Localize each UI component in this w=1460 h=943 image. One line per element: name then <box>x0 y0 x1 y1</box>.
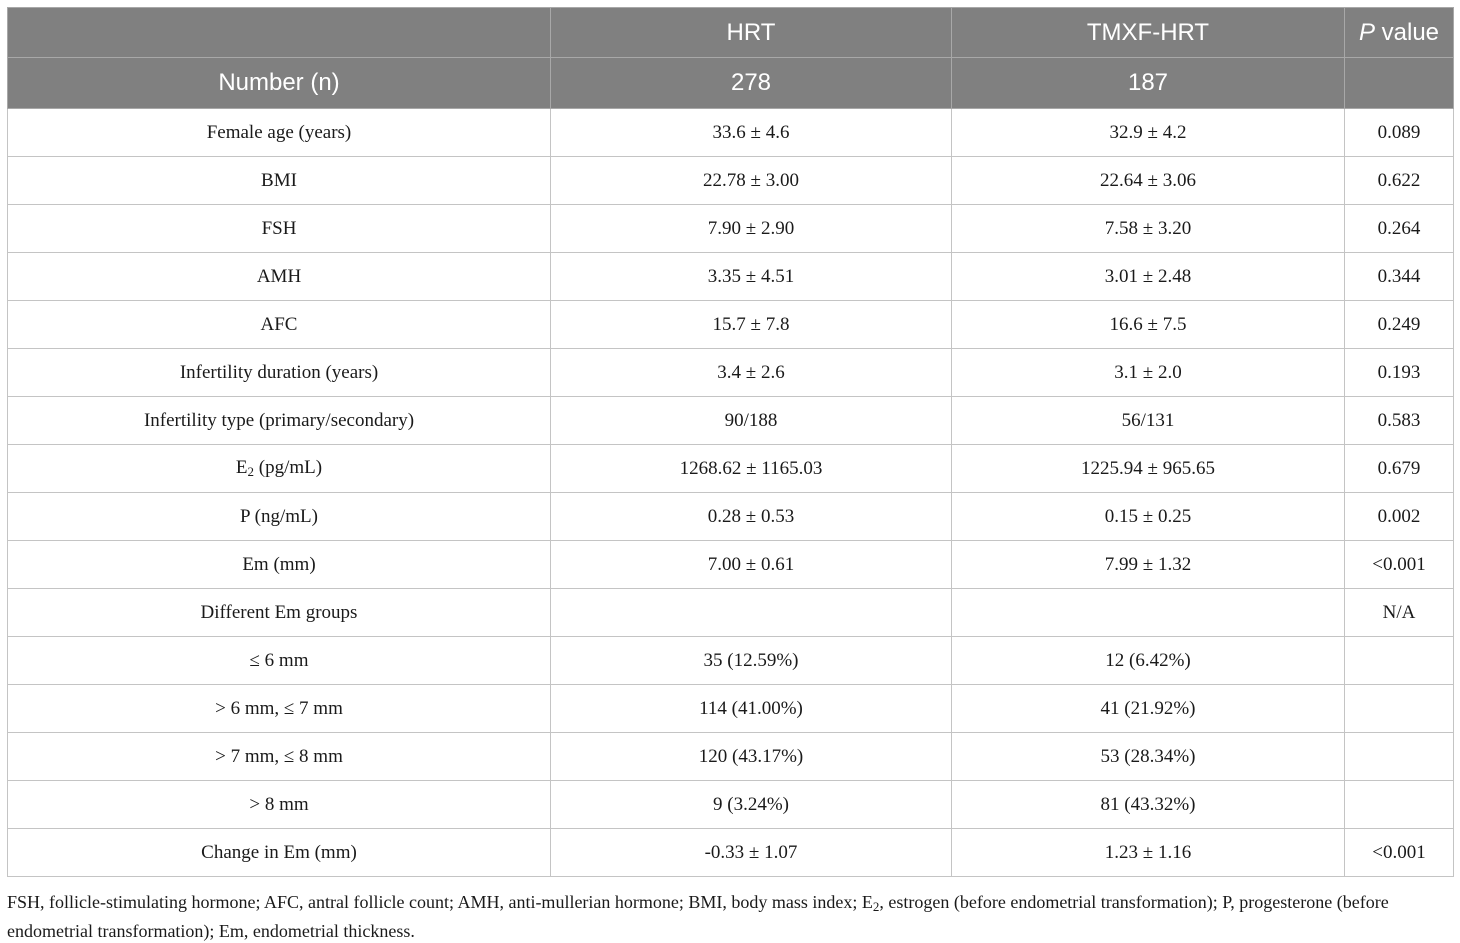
header-number-tmxf: 187 <box>952 58 1345 109</box>
row-label: AMH <box>8 253 551 301</box>
row-label: Em (mm) <box>8 541 551 589</box>
cell-tmxf-hrt: 56/131 <box>952 397 1345 445</box>
header-number-p <box>1345 58 1454 109</box>
table-row <box>8 637 1454 685</box>
cell-tmxf-hrt: 7.99 ± 1.32 <box>952 541 1345 589</box>
cell-hrt: 3.35 ± 4.51 <box>551 253 952 301</box>
cell-p-value: 0.679 <box>1345 445 1454 493</box>
cell-hrt: 7.00 ± 0.61 <box>551 541 952 589</box>
cell-p-value: N/A <box>1345 589 1454 637</box>
table-row <box>8 205 1454 253</box>
row-label <box>8 445 551 493</box>
cell-hrt: 120 (43.17%) <box>551 733 952 781</box>
header-p-rest: value <box>1374 18 1440 46</box>
cell-p-value: 0.622 <box>1345 157 1454 205</box>
cell-hrt <box>551 589 952 637</box>
table-row <box>8 397 1454 445</box>
cell-hrt: 3.4 ± 2.6 <box>551 349 952 397</box>
cell-tmxf-hrt: 22.64 ± 3.06 <box>952 157 1345 205</box>
row-label: Infertility duration (years) <box>8 349 551 397</box>
table-row <box>8 733 1454 781</box>
row-label: Female age (years) <box>8 109 551 157</box>
cell-tmxf-hrt: 12 (6.42%) <box>952 637 1345 685</box>
footnote-part1: FSH, follicle-stimulating hormone; AFC, antral follicle count; AMH, anti-mullerian hormone; BMI, body mass index; E <box>7 892 873 912</box>
footnote-sub: 2 <box>872 899 880 914</box>
cell-hrt: -0.33 ± 1.07 <box>551 829 952 877</box>
table-row <box>8 829 1454 877</box>
cell-p-value <box>1345 685 1454 733</box>
row-label-subscript: 2 <box>247 464 255 479</box>
cell-tmxf-hrt: 7.58 ± 3.20 <box>952 205 1345 253</box>
table-row <box>8 781 1454 829</box>
data-table <box>7 7 1454 877</box>
table-row <box>8 349 1454 397</box>
cell-tmxf-hrt: 1.23 ± 1.16 <box>952 829 1345 877</box>
cell-tmxf-hrt: 41 (21.92%) <box>952 685 1345 733</box>
cell-p-value: 0.344 <box>1345 253 1454 301</box>
row-label: ≤ 6 mm <box>8 637 551 685</box>
header-number-hrt: 278 <box>551 58 952 109</box>
cell-hrt: 90/188 <box>551 397 952 445</box>
row-label: Different Em groups <box>8 589 551 637</box>
cell-p-value: 0.583 <box>1345 397 1454 445</box>
cell-tmxf-hrt: 53 (28.34%) <box>952 733 1345 781</box>
cell-p-value: 0.089 <box>1345 109 1454 157</box>
cell-hrt: 33.6 ± 4.6 <box>551 109 952 157</box>
row-label: FSH <box>8 205 551 253</box>
cell-tmxf-hrt: 1225.94 ± 965.65 <box>952 445 1345 493</box>
row-label: P (ng/mL) <box>8 493 551 541</box>
cell-p-value <box>1345 637 1454 685</box>
cell-hrt: 114 (41.00%) <box>551 685 952 733</box>
table-row <box>8 157 1454 205</box>
cell-tmxf-hrt: 0.15 ± 0.25 <box>952 493 1345 541</box>
cell-p-value: 0.264 <box>1345 205 1454 253</box>
cell-hrt: 15.7 ± 7.8 <box>551 301 952 349</box>
cell-tmxf-hrt: 16.6 ± 7.5 <box>952 301 1345 349</box>
row-label: AFC <box>8 301 551 349</box>
row-label: > 8 mm <box>8 781 551 829</box>
cell-tmxf-hrt <box>952 589 1345 637</box>
table-row <box>8 445 1454 493</box>
cell-tmxf-hrt: 81 (43.32%) <box>952 781 1345 829</box>
row-label: > 6 mm, ≤ 7 mm <box>8 685 551 733</box>
table-row <box>8 109 1454 157</box>
header-row-groups <box>8 8 1454 58</box>
table-row <box>8 301 1454 349</box>
table-row <box>8 685 1454 733</box>
cell-p-value: <0.001 <box>1345 541 1454 589</box>
table-row <box>8 493 1454 541</box>
header-row-number <box>8 58 1454 109</box>
cell-p-value: 0.193 <box>1345 349 1454 397</box>
row-label-main: E <box>235 457 248 478</box>
table-row <box>8 541 1454 589</box>
cell-hrt: 22.78 ± 3.00 <box>551 157 952 205</box>
footnote-part2: , estrogen (before endometrial transformation); P, progesterone (before endometrial transformation); Em, endometrial thickness. <box>7 892 1389 941</box>
table-row <box>8 589 1454 637</box>
header-p-italic: P <box>1358 18 1375 46</box>
cell-tmxf-hrt: 3.1 ± 2.0 <box>952 349 1345 397</box>
cell-hrt: 7.90 ± 2.90 <box>551 205 952 253</box>
table-header <box>8 8 1454 109</box>
cell-p-value: <0.001 <box>1345 829 1454 877</box>
cell-p-value: 0.249 <box>1345 301 1454 349</box>
header-p-value <box>1345 8 1454 58</box>
header-number-label: Number (n) <box>8 58 551 109</box>
header-tmxf-hrt: TMXF-HRT <box>952 8 1345 58</box>
cell-p-value <box>1345 781 1454 829</box>
cell-p-value: 0.002 <box>1345 493 1454 541</box>
cell-hrt: 1268.62 ± 1165.03 <box>551 445 952 493</box>
header-hrt: HRT <box>551 8 952 58</box>
cell-hrt: 9 (3.24%) <box>551 781 952 829</box>
table-body <box>8 109 1454 877</box>
row-label: > 7 mm, ≤ 8 mm <box>8 733 551 781</box>
cell-p-value <box>1345 733 1454 781</box>
cell-hrt: 35 (12.59%) <box>551 637 952 685</box>
row-label-rest: (pg/mL) <box>254 457 323 478</box>
row-label: BMI <box>8 157 551 205</box>
cell-tmxf-hrt: 3.01 ± 2.48 <box>952 253 1345 301</box>
cell-hrt: 0.28 ± 0.53 <box>551 493 952 541</box>
header-empty-cell <box>8 8 551 58</box>
table-footnote <box>7 890 1453 943</box>
baseline-table <box>7 7 1453 877</box>
row-label: Infertility type (primary/secondary) <box>8 397 551 445</box>
cell-tmxf-hrt: 32.9 ± 4.2 <box>952 109 1345 157</box>
table-row <box>8 253 1454 301</box>
row-label: Change in Em (mm) <box>8 829 551 877</box>
